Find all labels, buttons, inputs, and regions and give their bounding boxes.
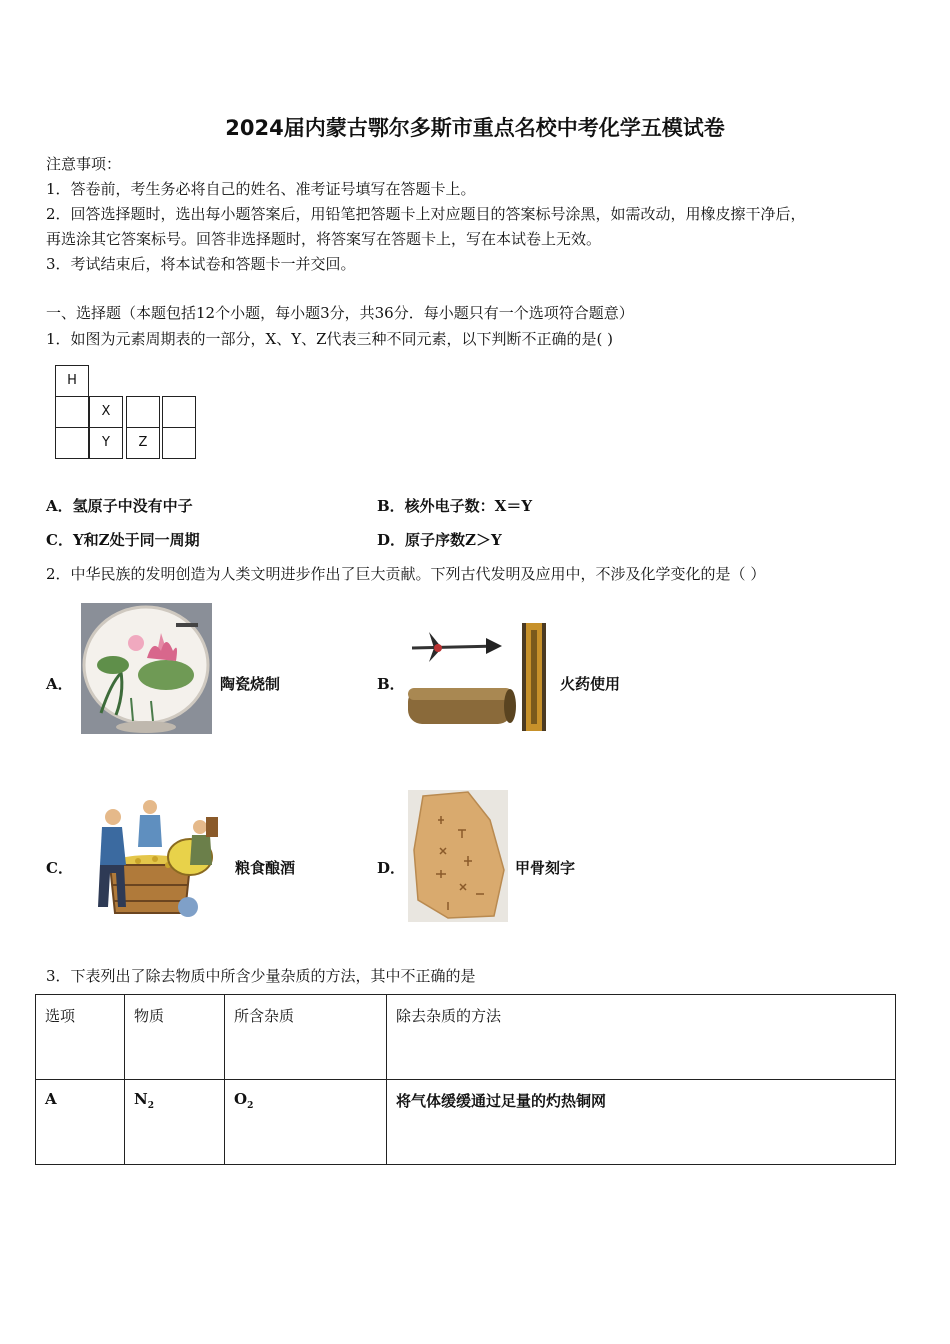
cell-method: 将气体缓缓通过足量的灼热铜网 (387, 1080, 896, 1165)
q2-stem: 2．中华民族的发明创造为人类文明进步作出了巨大贡献。下列古代发明及应用中，不涉及化学变化的是（ ） (46, 565, 766, 583)
pt-cell-empty (55, 427, 89, 459)
notice-item-1: 1．答卷前，考生务必将自己的姓名、准考证号填写在答题卡上。 (46, 180, 476, 198)
header-impurity: 所含杂质 (225, 995, 387, 1080)
q2-option-d-label: 甲骨刻字 (515, 859, 576, 877)
pt-cell-x: X (89, 396, 123, 428)
wine-brewing-image (80, 795, 225, 923)
q2-option-c-label: 粮食酿酒 (235, 859, 296, 877)
pt-cell-empty (162, 396, 196, 428)
pt-cell-empty (126, 396, 160, 428)
pt-cell-h: H (55, 365, 89, 397)
oracle-bone-image (408, 790, 508, 922)
q2-option-d-letter: D． (377, 859, 406, 877)
pt-cell-empty (162, 427, 196, 459)
gunpowder-image (404, 620, 554, 735)
q3-stem: 3．下表列出了除去物质中所含少量杂质的方法，其中不正确的是 (46, 967, 476, 985)
page-title: 2024届内蒙古鄂尔多斯市重点名校中考化学五模试卷 (225, 116, 725, 140)
q3-table (35, 994, 896, 1165)
notice-heading: 注意事项： (46, 155, 122, 173)
q1-stem: 1．如图为元素周期表的一部分，X、Y、Z代表三种不同元素，以下判断不正确的是( ) (46, 330, 614, 348)
q2-option-b-letter: B． (377, 675, 405, 693)
q1-option-d: D．原子序数Z＞Y (377, 531, 502, 549)
table-header-row (36, 995, 896, 1080)
cell-impurity: $O_2$ (225, 1080, 387, 1165)
notice-item-2: 2．回答选择题时，选出每小题答案后，用铅笔把答题卡上对应题目的答案标号涂黑，如需改动，用橡皮擦干净后， (46, 205, 806, 223)
pt-cell-y: Y (89, 427, 123, 459)
pt-cell-empty (55, 396, 89, 428)
q2-option-c-letter: C． (46, 859, 73, 877)
pt-cell-z: Z (126, 427, 160, 459)
notice-item-2-cont: 再选涂其它答案标号。回答非选择题时，将答案写在答题卡上，写在本试卷上无效。 (46, 230, 602, 248)
q2-option-a-letter: A． (46, 675, 73, 693)
header-method: 除去杂质的方法 (387, 995, 896, 1080)
header-option: 选项 (36, 995, 125, 1080)
porcelain-plate-image (81, 603, 212, 734)
header-substance: 物质 (125, 995, 225, 1080)
q1-option-a: A．氢原子中没有中子 (46, 497, 193, 515)
q2-option-a-label: 陶瓷烧制 (220, 675, 281, 693)
cell-option: A (36, 1080, 125, 1165)
notice-item-3: 3．考试结束后，将本试卷和答题卡一并交回。 (46, 255, 356, 273)
table-row (36, 1080, 896, 1165)
q1-option-c: C．Y和Z处于同一周期 (46, 531, 200, 549)
q1-option-b: B．核外电子数：X＝Y (377, 497, 533, 515)
section-heading: 一、选择题（本题包括12个小题，每小题3分，共36分．每小题只有一个选项符合题意） (46, 304, 634, 322)
cell-substance: $N_2$ (125, 1080, 225, 1165)
q2-option-b-label: 火药使用 (560, 675, 621, 693)
